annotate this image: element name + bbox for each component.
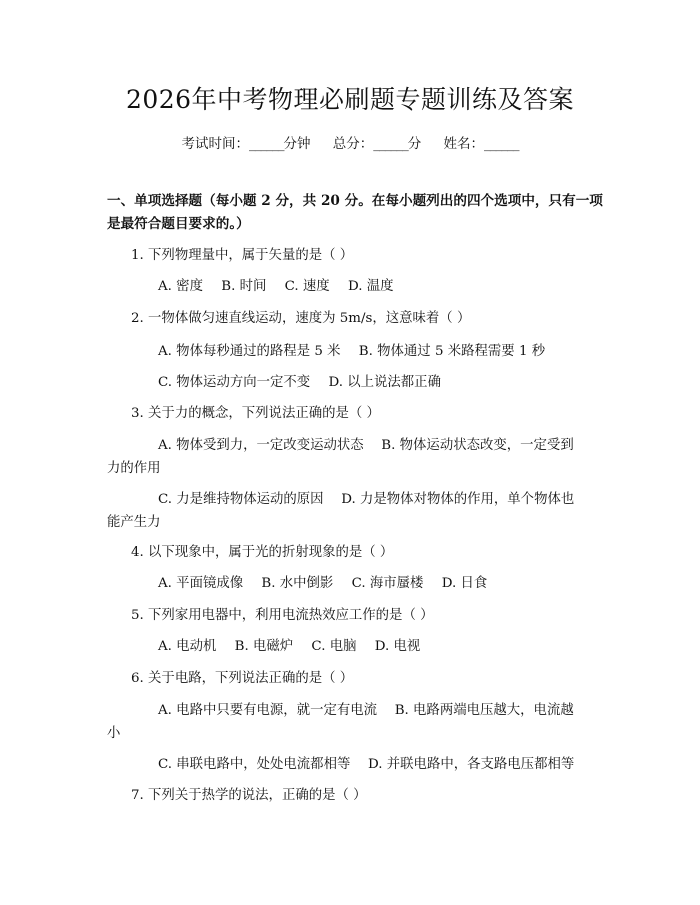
question-6-stem: 6. 关于电路，下列说法正确的是（ ） bbox=[131, 671, 354, 686]
question-4-stem: 4. 以下现象中，属于光的折射现象的是（ ） bbox=[131, 545, 394, 560]
question-5-stem: 5. 下列家用电器中，利用电流热效应工作的是（ ） bbox=[131, 608, 434, 623]
question-7-stem: 7. 下列关于热学的说法，正确的是（ ） bbox=[131, 788, 367, 803]
option-b: B. 水中倒影 bbox=[261, 576, 334, 591]
option-a: A. 密度 bbox=[158, 279, 203, 294]
question-3-stem: 3. 关于力的概念，下列说法正确的是（ ） bbox=[131, 406, 380, 421]
question-2-stem: 2. 一物体做匀速直线运动，速度为 5m/s，这意味着（ ） bbox=[131, 311, 471, 326]
score-unit: 分 bbox=[407, 136, 422, 152]
question-2-options-ab bbox=[158, 340, 545, 359]
question-1-stem: 1. 下列物理量中，属于矢量的是（ ） bbox=[131, 248, 354, 263]
question-3-options-cd: C. 力是维持物体运动的原因 D. 力是物体对物体的作用，单个物体也 bbox=[158, 492, 575, 507]
option-b: B. 时间 bbox=[221, 279, 267, 294]
question-3-options-ab: A. 物体受到力，一定改变运动状态 B. 物体运动状态改变，一定受到 bbox=[158, 438, 574, 453]
option-d: D. 以上说法都正确 bbox=[328, 375, 441, 390]
question-6-options-ab-wrap: 小 bbox=[107, 726, 121, 741]
name-field bbox=[444, 136, 519, 152]
exam-time-blank: ______ bbox=[248, 136, 284, 152]
option-d: D. 温度 bbox=[347, 279, 394, 294]
option-a: A. 平面镜成像 bbox=[158, 576, 244, 591]
name-label: 姓名： bbox=[443, 136, 485, 152]
option-d: D. 电视 bbox=[374, 639, 421, 654]
question-6-options-cd: C. 串联电路中，处处电流都相等 D. 并联电路中，各支路电压都相等 bbox=[158, 757, 575, 772]
option-a: A. 电动机 bbox=[158, 639, 217, 654]
question-3-options-cd-wrap: 能产生力 bbox=[107, 515, 161, 530]
option-b: B. 物体通过 5 米路程需要 1 秒 bbox=[358, 344, 546, 359]
option-c: C. 海市蜃楼 bbox=[351, 576, 424, 591]
section-heading-line1: 一、单项选择题（每小题 2 分，共 20 分。在每小题列出的四个选项中，只有一项 bbox=[107, 193, 603, 209]
page-title: 2026年中考物理必刷题专题训练及答案 bbox=[125, 85, 575, 114]
option-d: D. 日食 bbox=[441, 576, 488, 591]
name-blank: ______ bbox=[484, 136, 519, 152]
question-2-options-cd bbox=[158, 371, 441, 390]
option-c: C. 电脑 bbox=[311, 639, 357, 654]
score-blank: ______ bbox=[373, 136, 408, 152]
question-6-options-ab: A. 电路中只要有电源，就一定有电流 B. 电路两端电压越大，电流越 bbox=[158, 703, 574, 718]
question-3-options-ab-wrap: 力的作用 bbox=[107, 461, 161, 476]
question-4-options bbox=[158, 572, 487, 591]
exam-time-field bbox=[181, 136, 310, 152]
section-heading-line2: 是最符合题目要求的。） bbox=[107, 216, 250, 232]
exam-time-unit: 分钟 bbox=[283, 136, 311, 152]
question-5-options bbox=[158, 635, 420, 654]
section-heading bbox=[107, 190, 607, 236]
question-1-options bbox=[158, 275, 394, 294]
exam-time-label: 考试时间： bbox=[181, 136, 249, 152]
exam-info-row bbox=[0, 132, 700, 152]
score-label: 总分： bbox=[332, 136, 374, 152]
option-c: C. 物体运动方向一定不变 bbox=[158, 375, 311, 390]
option-a: A. 物体每秒通过的路程是 5 米 bbox=[158, 344, 341, 359]
option-b: B. 电磁炉 bbox=[234, 639, 294, 654]
option-c: C. 速度 bbox=[284, 279, 330, 294]
score-field bbox=[333, 136, 422, 152]
